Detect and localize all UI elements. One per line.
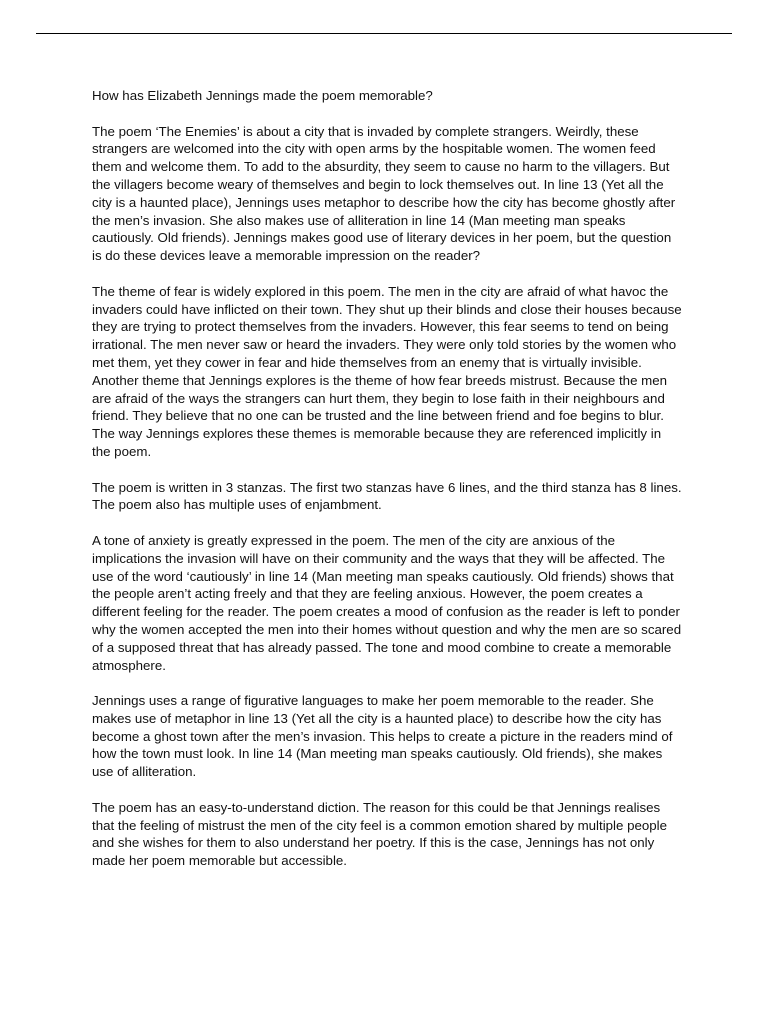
paragraph-structure: The poem is written in 3 stanzas. The first two stanzas have 6 lines, and the third stanza has 8 lines. The poem also has multiple uses of enjambment. <box>92 479 682 513</box>
paragraph-introduction: The poem ‘The Enemies’ is about a city that is invaded by complete strangers. Weirdly, these strangers are welcomed into the city with open arms by the hospitable women. The women feed them and welcome them. To add to the absurdity, they seem to cause no harm to the villagers. But the villagers become weary of themselves and begin to lock themselves out. In line 13 (Yet all the city is a haunted place), Jennings uses metaphor to describe how the city has become ghostly after the men’s invasion. She also makes use of alliteration in line 14 (Man meeting man speaks cautiously. Old friends). Jennings makes good use of literary devices in her poem, but the question is do these devices leave a memorable impression on the reader? <box>92 123 676 264</box>
paragraph-diction: The poem has an easy-to-understand diction. The reason for this could be that Jennings realises that the feeling of mistrust the men of the city feel is a common emotion shared by multiple people and she wishes for them to also understand her poetry. If this is the case, Jennings has not only made her poem memorable but accessible. <box>92 799 668 869</box>
paragraph-tone: A tone of anxiety is greatly expressed in the poem. The men of the city are anxious of the implications the invasion will have on their community and the ways that they will be affected. The use of the word ‘cautiously’ in line 14 (Man meeting man speaks cautiously. Old friends) shows that the people aren’t acting freely and that they are feeling anxious. However, the poem creates a different feeling for the reader. The poem creates a mood of confusion as the reader is left to ponder why the women accepted the men into their homes without question and why the men are so scared of a supposed threat that has already passed. The tone and mood combine to create a memorable atmosphere. <box>92 532 682 673</box>
paragraph-figurative-language: Jennings uses a range of figurative languages to make her poem memorable to the reader. She makes use of metaphor in line 13 (Yet all the city is a haunted place) to describe how the city has become a ghost town after the men’s invasion. This helps to create a picture in the readers mind of how the town must look. In line 14 (Man meeting man speaks cautiously. Old friends), she makes use of alliteration. <box>92 693 673 780</box>
document-body <box>92 87 682 888</box>
essay-question: How has Elizabeth Jennings made the poem memorable? <box>92 88 433 103</box>
paragraph-theme: The theme of fear is widely explored in this poem. The men in the city are afraid of what havoc the invaders could have inflicted on their town. They shut up their blinds and close their houses because they are trying to protect themselves from the invaders. However, this fear seems to tend on being irrational. The men never saw or heard the invaders. They were only told stories by the women who met them, yet they cower in fear and hide themselves from an enemy that is virtually invisible. Another theme that Jennings explores is the theme of how fear breeds mistrust. Because the men are afraid of the ways the strangers can hurt them, they begin to lose faith in their neighbours and friend. They believe that no one can be trusted and the line between friend and foe begins to blur. The way Jennings explores these themes is memorable because they are referenced implicitly in the poem. <box>92 283 682 459</box>
header-rule <box>36 33 732 34</box>
